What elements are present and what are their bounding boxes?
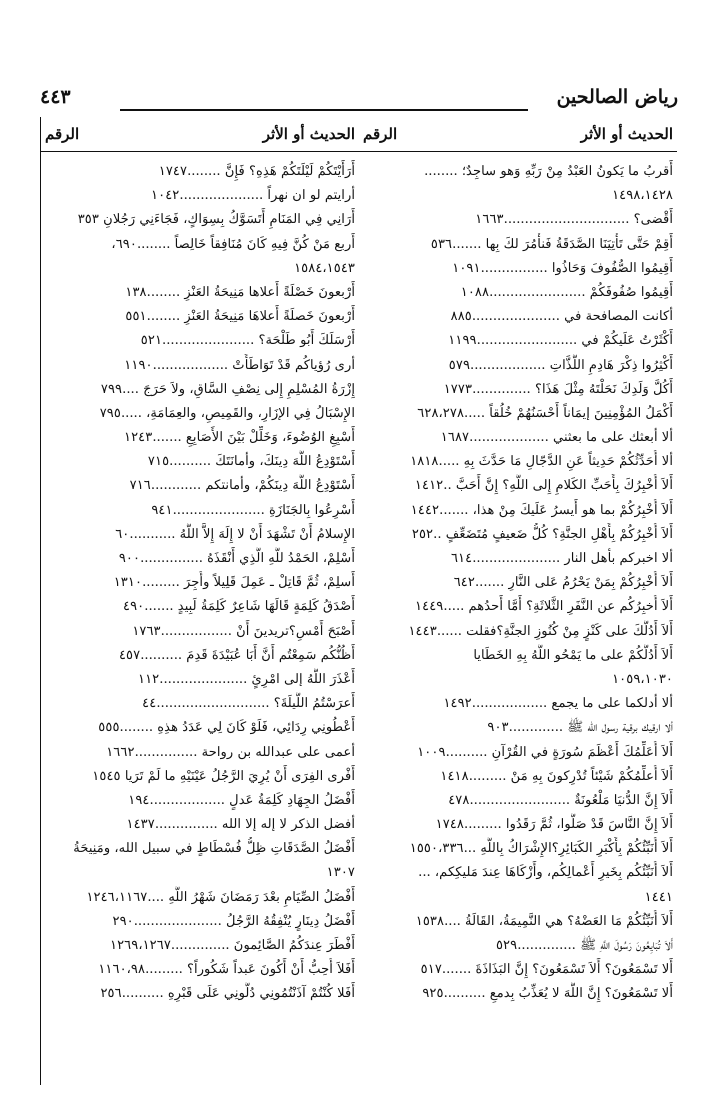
index-entry: ١٤٤١ (644, 889, 673, 905)
index-columns (40, 117, 678, 1085)
index-entry: أَلاَ إِنَّ الدُّنيَا مَلْعُونَةٌ ........................٤٧٨ (448, 792, 673, 808)
column-heading-number: الرقم (363, 125, 398, 143)
index-entry: أَصْبَحَ أَمْسِ؟تريدينَ أَنْ .................١٧٦٣ (132, 623, 355, 639)
index-entry: أَفْطَرَ عِندَكُمُ الصَّائِمونَ ..............١٢٦٩،١٢٦٧ (110, 938, 355, 953)
index-entry: أَسْرِعُوا بِالجَنَازَةِ ......................٩٤١ (151, 502, 355, 518)
index-entry: أَكْمَلُ المُؤْمِنِينَ إيمَاناً أَحْسَنُهُمْ خُلُقاً .....٦٢٨،٢٧٨ (417, 405, 673, 421)
index-entry: أَفْضَلُ دِينَارٍ يُنْفِقُهُ الرَّجُلُ .....................٢٩٠ (112, 913, 355, 929)
index-entry: أَلاَ تُبَايِعُونَ رَسُولَ اللَّهِ ﷺ ..............٥٢٩ (495, 938, 673, 953)
index-entry: أرى رُؤياكُم قَدْ تَوَاطَأَتْ ..................١١٩٠ (124, 357, 355, 373)
index-entry: أَقِيمُوا الصُّفُوفَ وَحَاذُوا ................١٠٩١ (452, 260, 673, 276)
index-entry: ١٣٠٧ (326, 865, 355, 881)
index-entry: ألا ارقيك برقية رسول الله ﷺ .............٩٠٣ (487, 720, 673, 736)
index-entry: أَلا تَسْمَعُونَ؟ إِنَّ اللَّهَ لا يُعَذِّبُ بِدمعِ ..........٩٢٥ (422, 986, 673, 1002)
index-entry: أَرْبعونَ خَصْلَةً أَعلاها مَنِيحَةُ العَنْزِ ........١٣٨ (125, 284, 355, 300)
index-entry: أَسْتَوْدِعُ اللَّهَ دِينَكُمْ، وأمانتكم ............٧١٦ (129, 478, 355, 494)
index-entry: أَرْسَلَكَ أَبُو طَلْحَة؟ ......................٥٢١ (140, 333, 355, 349)
index-entry: إِزْرَةُ المُسْلِمِ إِلى نِصْفِ السَّاقِ، ولاَ حَرَجَ ....٧٩٩ (100, 381, 355, 397)
index-entry: أَلاَ أُخْبِرُكُمْ بِمَنْ يَحْرُمُ عَلى النَّارِ .......٦٤٢ (453, 575, 673, 591)
index-entry: أَرْبعونَ خَصلَةً أَعلاهَا مَنِيحَةُ العَنْزِ ........٥٥١ (125, 309, 355, 325)
index-entry: أَفْضَلُ الجِهَادِ كَلِمَةُ عَدلٍ ..................١٩٤ (128, 792, 355, 808)
index-entry: أَلاَ أَدُلُّكُمْ على ما يَمْحُو اللَّهُ بِهِ الخَطَايا (473, 647, 673, 663)
page-header (40, 82, 678, 116)
right-entries-list (41, 160, 359, 1007)
index-entry: أَلاَ أُعلِّمُكُمْ شَيْئاً تُدْرِكونَ بِهِ مَنْ .........١٤١٨ (440, 768, 673, 784)
index-entry: الإِسلامُ أَنْ تَشْهَدَ أَنْ لا إِلَهَ إِلاَّ اللَّهُ ...........٦٠ (115, 526, 355, 542)
index-entry: أعمى على عبدالله بن رواحة ...............١٦٦٢ (106, 744, 355, 760)
index-entry: أَلاَ أُعَلِّمُكَ أَعْظَمَ سُورَةٍ في القُرْآنِ ..........١٠٠٩ (417, 744, 673, 760)
index-entry: أَرَانِي فِي المَنَامِ أَتَسَوَّكُ بِسِوَاكٍ، فَجَاءَنِي رَجُلانِ ٣٥٣ (77, 212, 355, 228)
right-column-header (41, 117, 359, 152)
index-entry: الإِسْبَالُ فِي الإزَارِ، والقَمِيصِ، والعِمَامَةِ، .....٧٩٥ (99, 405, 355, 421)
index-entry: أَفْضَلُ الصَّدَقَاتِ ظِلُّ فُسْطَاطٍ في سبيل الله، ومَنِيحَةُ (73, 841, 355, 857)
index-entry: أَلاَ أُنَبِّئُكُمْ مَا العَضْهُ؟ هي النَّمِيمَةُ، القَالَةُ ....١٥٣٨ (415, 913, 673, 929)
left-column-header (359, 117, 677, 152)
index-entry: أَعرَسْتُمُ اللَّيلَةَ؟ ...........................٤٤ (142, 696, 355, 712)
left-entries-list (359, 160, 677, 1007)
index-entry: ١٠٥٩،١٠٣٠ (612, 671, 673, 687)
column-heading-text: الحديث أو الأثر (262, 125, 355, 143)
index-entry: أَفَلاَ أُحِبُّ أَنْ أَكُونَ عَبداً شَكُوراً؟ .........١١٦٠،٩٨ (98, 962, 355, 978)
right-column (40, 117, 359, 1085)
index-entry: ١٥٨٤،١٥٤٣ (294, 260, 355, 276)
book-title: رياض الصالحين (556, 86, 678, 108)
index-entry: ألا أدلكما على ما يجمع ..................١٤٩٢ (443, 696, 673, 712)
index-entry: ١٤٩٨،١٤٢٨ (612, 188, 673, 204)
index-entry: أفضل الذكر لا إله إلا الله ...............١٤٣٧ (126, 817, 355, 833)
index-entry: أَقْضى؟ ..............................١٦٦٣ (475, 212, 673, 228)
index-entry: ألا أُحَدِّثُكُمْ حَدِيثاً عَنِ الدَّجّالِ مَا حَدَّثَ بِهِ .....١٨١٨ (410, 454, 673, 470)
index-entry: أَسْلِمْ، الحَمْدُ للَّهِ الَّذِي أَنْقَذَهُ ...............٩٠٠ (118, 551, 355, 566)
index-entry: أرايتم لو ان نهراً ....................١٠٤٢ (151, 188, 355, 204)
page-number: ٤٤٣ (40, 86, 71, 108)
index-entry: أَلاَ أُخْبِرُكَ بِأَحَبِّ الكَلامِ إِلى اللَّهِ؟ إِنَّ أَحَبَّ ..١٤١٢ (414, 478, 673, 494)
index-entry: أَكُلَّ وَلَدِكَ نَحَلْتَهُ مِثْلَ هَذَا؟ ..............١٧٧٣ (443, 381, 673, 397)
left-column (359, 117, 677, 1085)
index-entry: أَكْثِرُوا ذِكْرَ هَادِمِ اللَّذَّاتِ ..................٥٧٩ (448, 357, 673, 373)
index-entry: ألا اخبركم بأهل النار .....................٦١٤ (450, 551, 673, 566)
index-entry: أَكْثَرْتُ عَلَيكُمْ في ........................١١٩٩ (448, 333, 673, 349)
index-entry: أَلاَ إِنَّ النَّاسَ قَدْ صَلَّوا، ثُمَّ رَقَدُوا .........١٧٤٨ (435, 817, 673, 833)
index-entry: أكانت المصافحة في .....................٨٨٥ (450, 309, 673, 325)
index-entry: أَلاَ أُنَبِّئُكُمْ بِأَكْبَرِ الكَبَائِرِ؟الإِشْرَاكُ بِاللَّهِ ...١٥٥٠،٣٣٦ (409, 841, 673, 857)
index-entry: أَلاَ أُنَبِّئُكُم بِخَيرِ أَعْمالِكُم، وأَزْكَاهَا عِندَ مَليكِكم، ... (418, 865, 673, 881)
index-entry: ألا أبعثك على ما بعثني ...................١٦٨٧ (440, 430, 673, 446)
index-entry: أَلاَ أُخْبِرُكُمْ بِأَهْلِ الجنَّةِ؟ كُلُّ ضَعيفٍ مُتَضَعِّفٍ ..٢٥٢ (411, 526, 673, 542)
index-entry: أَلاَ أُخبِرُكُم عن النَّفَرِ الثَّلاثَةِ؟ أَمَّا أَحدُهم .....١٤٤٩ (415, 599, 673, 615)
index-entry: أَسْتَوْدِعُ اللَّهَ دِينَكَ، وأمانَتَكَ ..........٧١٥ (147, 454, 355, 470)
index-entry: أَلا تَسْمَعُونَ؟ أَلاَ تَسْمَعُونَ؟ إِنَّ البَذَاذَةَ .......٥١٧ (420, 962, 673, 978)
index-entry: أَفَلا كُنْتُمْ آذَنْتُمُونِي دُلُّونِي عَلَى قَبْرِهِ ..........٢٥٦ (100, 986, 355, 1002)
index-entry: أَربع مَنْ كُنَّ فِيهِ كَانَ مُنَافِقاً خَالِصاً ........٦٩٠، (111, 236, 355, 252)
column-heading-text: الحديث أو الأثر (580, 125, 673, 143)
index-entry: أَصْدَقُ كَلِمَةٍ قَالَهَا شَاعِرٌ كَلِمَةُ لَبِيدٍ .......٤٩٠ (123, 599, 355, 615)
column-heading-number: الرقم (45, 125, 80, 143)
index-entry: أَسْبِغِ الوُضُوءَ، وَخَلِّلْ بَيْنَ الأَصَابِعِ .......١٢٤٣ (124, 430, 355, 446)
index-entry: أَعْذَرَ اللَّهُ إلى امْرِئٍ .....................١١٢ (138, 671, 355, 687)
index-entry: أَسلِمْ، ثُمَّ قَاتِلْ ـ عَمِلَ قَلِيلاً وأُجِرَ .........١٣١٠ (113, 575, 355, 591)
index-entry: أَفْرى الفِرَى أَنْ يُرِيَ الرَّجُلُ عَيْنَيْهِ ما لَمْ تَرَيا ١٥٤٥ (92, 768, 355, 784)
index-entry: أَرَأَيْتَكُمْ لَيْلَتَكُمْ هَذِهِ؟ فَإِنَّ ........١٧٤٧ (158, 164, 355, 179)
index-entry: أَظُنُّكُم سَمِعْتُم أَنَّ أَبَا عُبَيْدَةَ قَدِمَ ..........٤٥٧ (118, 647, 355, 663)
header-rule (120, 109, 528, 111)
index-entry: أَلاَ أَدُلُّكَ على كَنْزٍ مِنْ كُنُوزِ الجنَّةِ؟فقلت ......١٤٤٣ (408, 623, 673, 639)
index-entry: أَقِيمُوا صُفُوفَكُمْ .......................١٠٨٨ (460, 284, 673, 300)
index-entry: أَفْضَلُ الصِّيَامِ بعْدَ رَمَضَانَ شَهْرُ اللَّهِ ....١٢٤٦،١١٦٧ (86, 889, 355, 905)
index-entry: أَقربُ ما يَكونُ العَبْدُ مِنْ رَبِّهِ وَهو ساجِدٌ؛ ........ (424, 164, 673, 179)
index-entry: أَعْطُونِي رِدَائِي، فَلَوْ كَانَ لِي عَدَدُ هذِهِ ........٥٥٥ (98, 720, 355, 736)
index-entry: أَقِمْ حَتَّى تَأْتِيَنَا الصَّدَقَةُ فَنأْمُرَ لكَ بِها .......٥٣٦ (430, 236, 673, 252)
index-entry: أَلاَ أُخْبِرُكُمْ بما هو أَيسرُ عَلَيكَ مِنْ هذا، .......١٤٤٢ (410, 502, 673, 518)
